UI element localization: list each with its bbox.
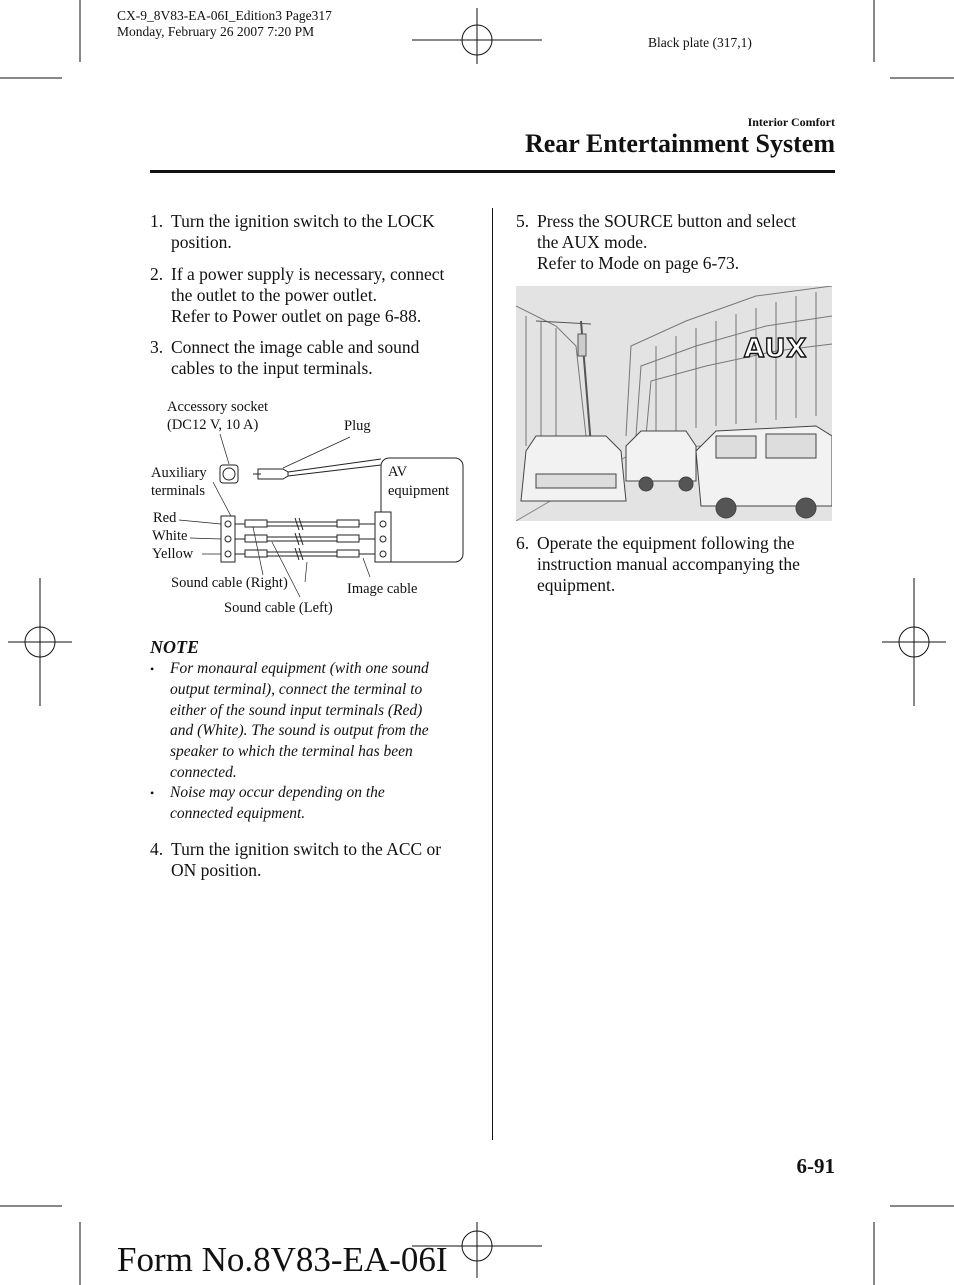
step-4 — [150, 839, 480, 881]
step-number: 4. — [150, 839, 164, 859]
step-6 — [516, 533, 836, 596]
step-text-line: Refer to Power outlet on page 6-88. — [171, 306, 422, 326]
step-1 — [150, 211, 480, 253]
step-text-line: Connect the image cable and sound — [171, 337, 420, 357]
step-number: 2. — [150, 264, 164, 284]
bullet-icon: • — [150, 786, 155, 800]
auxiliary-terminal-panel — [221, 516, 235, 562]
print-job-name: CX-9_8V83-EA-06I_Edition3 Page317 — [117, 8, 332, 23]
accessory-socket-label: Accessory socket — [167, 399, 269, 415]
step-2 — [150, 264, 480, 327]
note-line: connected. — [170, 763, 237, 781]
note-item — [150, 659, 480, 784]
step-text-line: Press the SOURCE button and select — [537, 211, 797, 231]
yellow-label: Yellow — [152, 546, 194, 562]
red-label: Red — [153, 510, 177, 526]
step-number: 1. — [150, 211, 164, 231]
equipment-label: equipment — [388, 483, 450, 499]
note-line: Noise may occur depending on the — [170, 784, 385, 801]
plate-label: Black plate (317,1) — [648, 35, 752, 50]
step-text-line: If a power supply is necessary, connect — [171, 264, 445, 284]
step-text-line: position. — [171, 232, 232, 252]
page-number: 6-91 — [796, 1154, 835, 1178]
auxiliary-label: Auxiliary — [151, 465, 207, 481]
print-timestamp: Monday, February 26 2007 7:20 PM — [117, 24, 315, 39]
step-text-line: cables to the input terminals. — [171, 358, 373, 378]
step-number: 3. — [150, 337, 164, 357]
white-label: White — [152, 528, 188, 544]
title-rule — [150, 170, 835, 173]
column-divider — [492, 208, 493, 1140]
note-title: NOTE — [150, 637, 199, 657]
step-text-line: Refer to Mode on page 6-73. — [537, 253, 740, 273]
cigarette-plug — [258, 469, 288, 479]
note-line: For monaural equipment (with one sound — [170, 660, 429, 677]
page-title: Rear Entertainment System — [524, 129, 835, 158]
step-text-line: the AUX mode. — [537, 232, 648, 252]
rca-cables — [235, 518, 375, 560]
step-number: 6. — [516, 533, 530, 553]
step-text-line: the outlet to the power outlet. — [171, 285, 378, 305]
note-line: output terminal), connect the terminal to — [170, 680, 423, 698]
step-text-line: instruction manual accompanying the — [537, 554, 800, 574]
note-line: connected equipment. — [170, 804, 306, 822]
sound-cable-left-label: Sound cable (Left) — [224, 600, 333, 616]
plug-label: Plug — [344, 418, 371, 434]
note-line: speaker to which the terminal has been — [170, 743, 413, 761]
step-text-line: ON position. — [171, 860, 262, 880]
bullet-icon: • — [150, 662, 155, 676]
form-number: Form No.8V83-EA-06I — [117, 1240, 448, 1279]
terminals-label: terminals — [151, 483, 205, 499]
av-terminal-panel — [375, 512, 391, 562]
section-label: Interior Comfort — [747, 115, 835, 129]
step-number: 5. — [516, 211, 530, 231]
step-5 — [516, 211, 836, 274]
step-text-line: equipment. — [537, 575, 616, 595]
aux-mode-indicator: AUX — [744, 334, 808, 364]
step-text-line: Turn the ignition switch to the ACC or — [171, 839, 442, 859]
accessory-socket-spec-label: (DC12 V, 10 A) — [167, 417, 259, 433]
aux-screen-illustration — [516, 286, 832, 521]
av-label: AV — [388, 464, 408, 480]
step-3 — [150, 337, 480, 379]
image-cable-label: Image cable — [347, 581, 418, 597]
note-line: and (White). The sound is output from the — [170, 722, 429, 740]
sound-cable-right-label: Sound cable (Right) — [171, 575, 288, 591]
note-item — [150, 783, 480, 825]
step-text-line: Operate the equipment following the — [537, 533, 795, 553]
note-line: either of the sound input terminals (Red) — [170, 701, 423, 719]
step-text-line: Turn the ignition switch to the LOCK — [171, 211, 435, 231]
